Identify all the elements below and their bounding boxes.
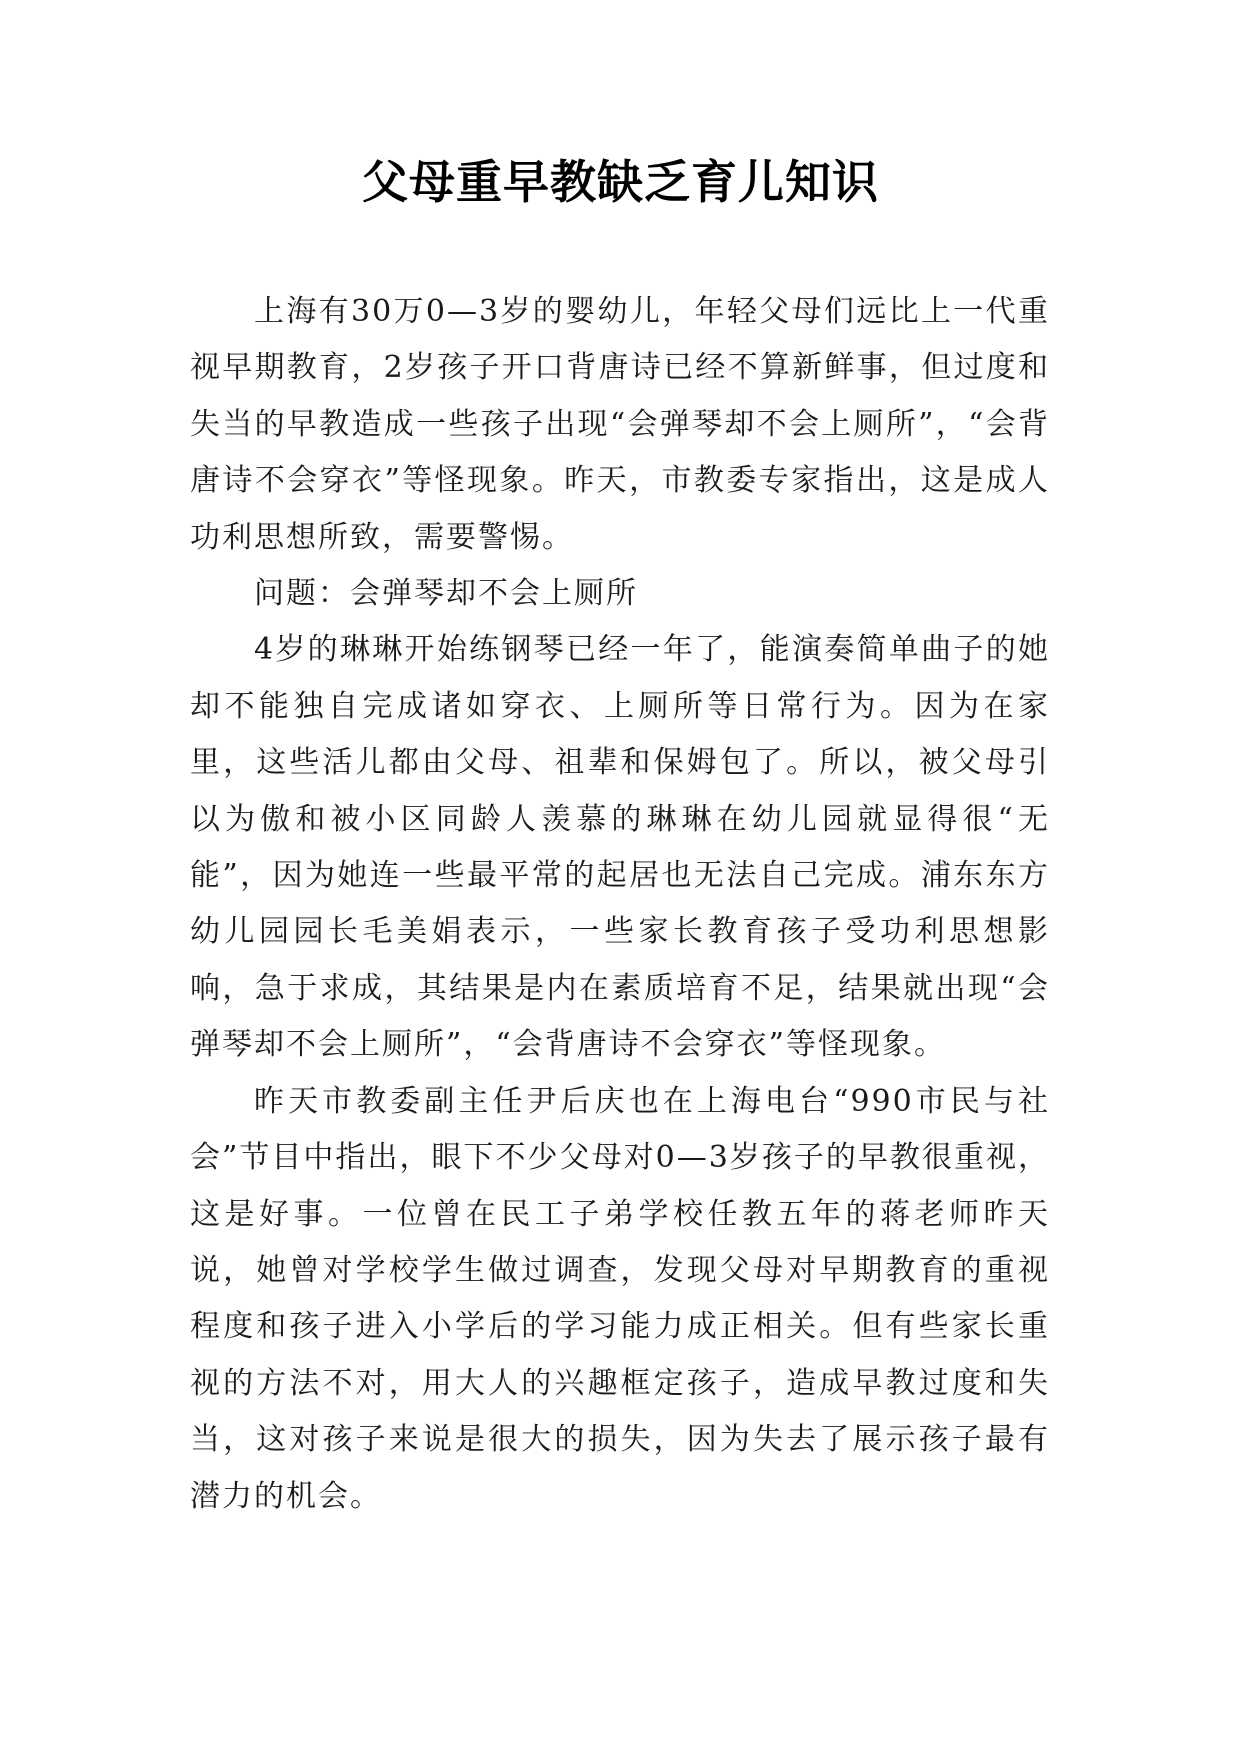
document-title: 父母重早教缺乏育儿知识 <box>362 155 879 209</box>
paragraph-expert-view: 昨天市教委副主任尹后庆也在上海电台“990市民与社会”节目中指出，眼下不少父母对0—3岁孩子的早教很重视，这是好事。一位曾在民工子弟学校任教五年的蒋老师昨天说，她曾对学校学生做过调查，发现父母对早期教育的重视程度和孩子进入小学后的学习能力成正相关。但有些家长重视的方法不对，用大人的兴趣框定孩子，造成早教过度和失当，这对孩子来说是很大的损失，因为失去了展示孩子最有潜力的机会。 <box>190 1083 1050 1514</box>
paragraph-linlin-case: 4岁的琳琳开始练钢琴已经一年了，能演奏简单曲子的她却不能独自完成诸如穿衣、上厕所等日常行为。因为在家里，这些活儿都由父母、祖辈和保姆包了。所以，被父母引以为傲和被小区同龄人羡慕的琳琳在幼儿园就显得很“无能”，因为她连一些最平常的起居也无法自己完成。浦东东方幼儿园园长毛美娟表示，一些家长教育孩子受功利思想影响，急于求成，其结果是内在素质培育不足，结果就出现“会弹琴却不会上厕所”，“会背唐诗不会穿衣”等怪现象。 <box>190 632 1050 1063</box>
document-body <box>190 284 1050 1525</box>
section-heading-problem: 问题：会弹琴却不会上厕所 <box>254 576 638 612</box>
paragraph-intro: 上海有30万0—3岁的婴幼儿，年轻父母们远比上一代重视早期教育，2岁孩子开口背唐诗已经不算新鲜事，但过度和失当的早教造成一些孩子出现“会弹琴却不会上厕所”，“会背唐诗不会穿衣”等怪现象。昨天，市教委专家指出，这是成人功利思想所致，需要警惕。 <box>190 294 1050 555</box>
